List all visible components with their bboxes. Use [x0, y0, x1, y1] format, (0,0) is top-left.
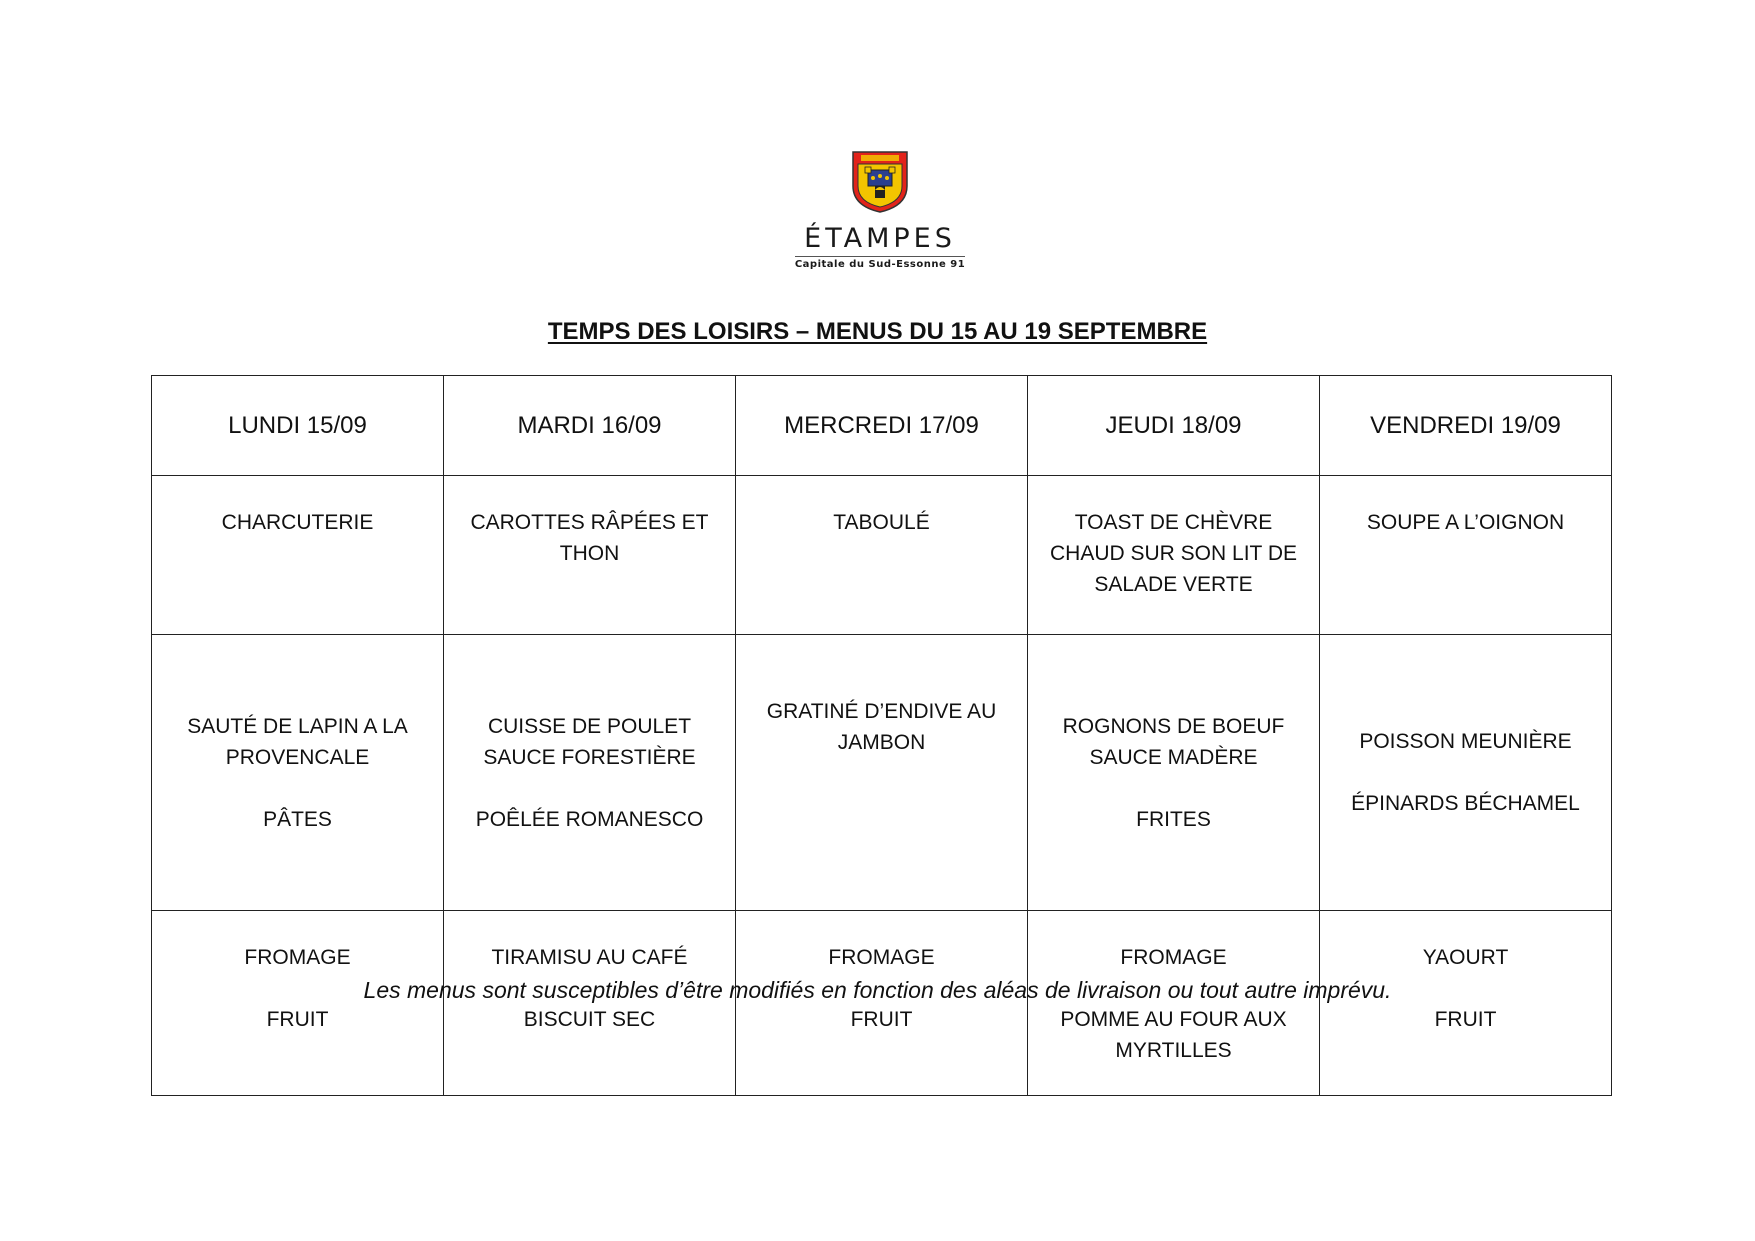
dessert-first: FROMAGE [244, 946, 351, 969]
starter-monday: CHARCUTERIE [152, 476, 444, 635]
main-dish: GRATINÉ D’ENDIVE AU JAMBON [766, 700, 997, 754]
disclaimer-note: Les menus sont susceptibles d’être modifiés en fonction des aléas de livraison ou tout autre imprévu. [363, 977, 1392, 1003]
day-monday: LUNDI 15/09 [152, 376, 444, 476]
main-side: PÂTES [263, 807, 332, 831]
town-logo [790, 150, 970, 272]
town-name: ÉTAMPES [804, 223, 956, 254]
dessert-second: BISCUIT SEC [523, 1008, 656, 1031]
starter-thursday: TOAST DE CHÈVRE CHAUD SUR SON LIT DE SALADE VERTE [1028, 476, 1320, 635]
page-title: TEMPS DES LOISIRS – MENUS DU 15 AU 19 SEPTEMBRE [547, 318, 1208, 345]
day-header-row [152, 376, 1612, 476]
day-tuesday: MARDI 16/09 [444, 376, 736, 476]
main-dish: POISSON MEUNIÈRE [1359, 730, 1572, 753]
dessert-second: POMME AU FOUR AUX MYRTILLES [1060, 1008, 1287, 1062]
day-wednesday: MERCREDI 17/09 [736, 376, 1028, 476]
starter-row [152, 476, 1612, 635]
main-side: FRITES [1136, 807, 1211, 831]
main-monday [152, 635, 444, 911]
main-tuesday [444, 635, 736, 911]
starter-friday: SOUPE A L’OIGNON [1320, 476, 1612, 635]
dessert-second: FRUIT [1434, 1008, 1497, 1031]
dessert-first: FROMAGE [1120, 946, 1227, 969]
main-course-row [152, 635, 1612, 911]
main-thursday [1028, 635, 1320, 911]
day-thursday: JEUDI 18/09 [1028, 376, 1320, 476]
day-friday: VENDREDI 19/09 [1320, 376, 1612, 476]
main-dish: ROGNONS DE BOEUF SAUCE MADÈRE [1062, 714, 1285, 769]
dessert-second: FRUIT [850, 1008, 913, 1031]
dessert-first: FROMAGE [828, 946, 935, 969]
main-wednesday [736, 635, 1028, 911]
dessert-second: FRUIT [266, 1008, 329, 1031]
main-dish: SAUTÉ DE LAPIN A LA PROVENCALE [187, 714, 408, 769]
main-friday [1320, 635, 1612, 911]
dessert-first: YAOURT [1422, 946, 1509, 969]
dessert-first: TIRAMISU AU CAFÉ [491, 946, 688, 969]
starter-tuesday: CAROTTES RÂPÉES ET THON [444, 476, 736, 635]
main-side: ÉPINARDS BÉCHAMEL [1351, 792, 1580, 815]
main-dish: CUISSE DE POULET SAUCE FORESTIÈRE [483, 714, 696, 769]
starter-wednesday: TABOULÉ [736, 476, 1028, 635]
main-side: POÊLÉE ROMANESCO [475, 807, 704, 831]
coat-of-arms-icon [851, 150, 909, 214]
town-tagline: Capitale du Sud-Essonne 91 [795, 256, 965, 270]
